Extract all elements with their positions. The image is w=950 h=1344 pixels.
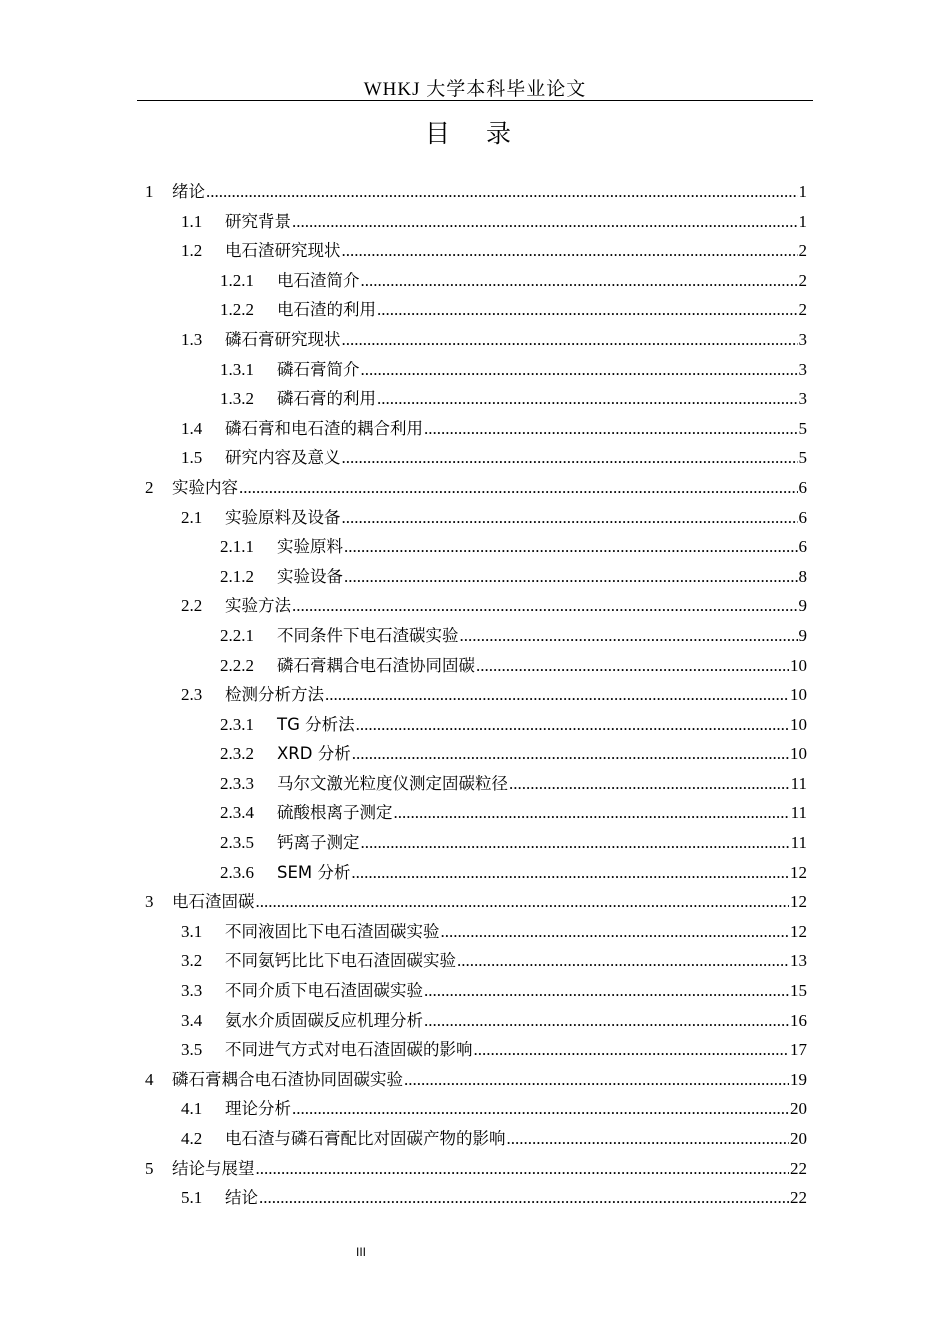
toc-entry-page: 12 [790, 921, 807, 941]
toc-entry-number: 3.5 [181, 1040, 203, 1060]
toc-entry[interactable] [137, 1154, 807, 1184]
toc-entry-title: 电石渣简介 [277, 270, 360, 290]
toc-entry-title: 磷石膏研究现状 [225, 329, 341, 349]
toc-entry[interactable] [137, 503, 807, 533]
toc-entry-page: 10 [790, 655, 807, 675]
toc-entry-page: 16 [790, 1010, 807, 1030]
toc-entry[interactable] [137, 917, 807, 947]
toc-entry-title: 磷石膏和电石渣的耦合利用 [225, 418, 423, 438]
toc-entry-number: 2.1.1 [220, 537, 254, 557]
toc-entry-page: 15 [790, 981, 807, 1001]
dot-leader [292, 1094, 789, 1124]
dot-leader [457, 946, 789, 976]
toc-entry-page: 11 [790, 833, 807, 853]
toc-title: 目 录 [425, 119, 525, 148]
toc-entry-title: 检测分析方法 [225, 685, 324, 705]
table-of-contents [137, 177, 807, 1213]
dot-leader [256, 887, 790, 917]
toc-entry-number: 3.2 [181, 951, 203, 971]
toc-entry[interactable] [137, 946, 807, 976]
dot-leader [377, 295, 798, 325]
toc-entry-title: 硫酸根离子测定 [277, 803, 393, 823]
dot-leader [342, 325, 798, 355]
toc-entry-number: 1.2.2 [220, 300, 254, 320]
toc-entry-page: 20 [790, 1129, 807, 1148]
toc-entry-number: 2.3.2 [220, 744, 254, 764]
toc-entry-title: 理论分析 [225, 1099, 291, 1119]
dot-leader [259, 1183, 789, 1213]
toc-entry-title: 磷石膏的利用 [277, 389, 376, 409]
dot-leader [361, 828, 790, 858]
dot-leader [352, 739, 789, 769]
toc-entry-page: 8 [798, 566, 807, 586]
toc-entry-title: 不同氨钙比比下电石渣固碳实验 [225, 951, 456, 971]
page-number: III [356, 1245, 367, 1259]
toc-entry-number: 2.2 [181, 596, 203, 616]
toc-entry[interactable] [137, 1006, 807, 1036]
toc-entry[interactable] [137, 295, 807, 325]
toc-entry-page: 1 [798, 211, 807, 231]
toc-entry-number: 2.1 [181, 507, 203, 527]
dot-leader [509, 769, 790, 799]
toc-entry-title: 不同进气方式对电石渣固碳的影响 [225, 1040, 473, 1060]
toc-entry-page: 5 [798, 418, 807, 438]
toc-entry[interactable] [137, 1124, 807, 1154]
dot-leader [394, 798, 790, 828]
toc-entry-page: 2 [798, 270, 807, 290]
toc-entry[interactable] [137, 1065, 807, 1095]
toc-entry-number: 3.1 [181, 921, 203, 941]
toc-entry-title: XRD 分析 [277, 744, 351, 764]
toc-entry-title: 实验设备 [277, 566, 343, 586]
toc-entry[interactable] [137, 680, 807, 710]
toc-entry-page: 5 [798, 448, 807, 468]
page-header: WHKJ 大学本科毕业论文 [363, 79, 587, 100]
toc-entry[interactable] [137, 591, 807, 621]
toc-entry-number: 4.2 [181, 1129, 203, 1148]
header-rule [137, 100, 813, 101]
toc-entry[interactable] [137, 266, 807, 296]
toc-entry[interactable] [137, 651, 807, 681]
toc-entry-number: 1.5 [181, 448, 203, 468]
toc-entry[interactable] [137, 858, 807, 888]
toc-entry-page: 20 [790, 1099, 807, 1119]
toc-entry-number: 1.3.2 [220, 389, 254, 409]
toc-entry-title: SEM 分析 [277, 862, 351, 882]
toc-entry-page: 6 [798, 537, 807, 557]
toc-entry-page: 6 [798, 477, 807, 497]
toc-entry-page: 11 [790, 773, 807, 793]
toc-entry-number: 1.2 [181, 241, 203, 261]
toc-entry-number: 1.3.1 [220, 359, 254, 379]
toc-entry-page: 9 [798, 596, 807, 616]
dot-leader [239, 473, 798, 503]
toc-entry-number: 4 [145, 1069, 154, 1089]
toc-entry[interactable] [137, 236, 807, 266]
toc-entry-title: 实验内容 [172, 477, 238, 497]
toc-entry-title: 实验原料及设备 [225, 507, 341, 527]
toc-entry[interactable] [137, 1183, 807, 1213]
toc-entry-number: 2 [145, 477, 154, 497]
toc-entry[interactable] [137, 325, 807, 355]
toc-entry-page: 3 [798, 389, 807, 409]
toc-entry-number: 2.3.5 [220, 833, 254, 853]
toc-entry-page: 1 [798, 182, 807, 201]
dot-leader [507, 1124, 790, 1154]
toc-entry-title: 结论与展望 [172, 1158, 255, 1178]
dot-leader [206, 177, 798, 207]
toc-entry-number: 5.1 [181, 1188, 203, 1208]
toc-entry[interactable] [137, 532, 807, 562]
toc-entry-title: 实验方法 [225, 596, 291, 616]
toc-entry-title: 磷石膏耦合电石渣协同固碳实验 [172, 1069, 403, 1089]
dot-leader [474, 1035, 790, 1065]
dot-leader [361, 355, 798, 385]
toc-entry-title: 结论 [225, 1188, 258, 1208]
dot-leader [344, 532, 798, 562]
dot-leader [356, 710, 789, 740]
toc-entry-number: 2.3 [181, 685, 203, 705]
toc-entry[interactable] [137, 621, 807, 651]
dot-leader [342, 443, 798, 473]
toc-entry-page: 19 [790, 1069, 807, 1089]
toc-entry-page: 10 [790, 744, 807, 764]
toc-entry-page: 22 [790, 1158, 807, 1178]
toc-entry-title: 电石渣与磷石膏配比对固碳产物的影响 [225, 1129, 506, 1148]
toc-entry-number: 2.2.2 [220, 655, 254, 675]
dot-leader [377, 384, 798, 414]
toc-entry-number: 1 [145, 182, 154, 201]
toc-entry-title: 不同条件下电石渣碳实验 [277, 625, 459, 645]
toc-entry[interactable] [137, 1094, 807, 1124]
toc-entry-page: 17 [790, 1040, 807, 1060]
toc-entry-number: 2.2.1 [220, 625, 254, 645]
toc-entry-number: 4.1 [181, 1099, 203, 1119]
toc-entry[interactable] [137, 798, 807, 828]
toc-entry-title: 研究背景 [225, 211, 291, 231]
toc-entry-number: 5 [145, 1158, 154, 1178]
dot-leader [424, 976, 789, 1006]
toc-entry-number: 1.4 [181, 418, 203, 438]
toc-entry-title: 不同介质下电石渣固碳实验 [225, 981, 423, 1001]
toc-entry-page: 22 [790, 1188, 807, 1208]
toc-entry[interactable] [137, 976, 807, 1006]
dot-leader [325, 680, 789, 710]
toc-entry-title: 钙离子测定 [277, 833, 360, 853]
toc-entry[interactable] [137, 473, 807, 503]
toc-entry[interactable] [137, 177, 807, 207]
toc-entry[interactable] [137, 769, 807, 799]
toc-entry-number: 2.3.3 [220, 773, 254, 793]
toc-entry-page: 13 [790, 951, 807, 971]
dot-leader [351, 858, 789, 888]
toc-entry-page: 11 [790, 803, 807, 823]
dot-leader [460, 621, 798, 651]
toc-entry-page: 6 [798, 507, 807, 527]
toc-entry-number: 2.3.4 [220, 803, 254, 823]
toc-entry-page: 10 [790, 685, 807, 705]
toc-entry-title: 氨水介质固碳反应机理分析 [225, 1010, 423, 1030]
toc-entry[interactable] [137, 1035, 807, 1065]
toc-entry-title: 电石渣固碳 [172, 892, 255, 912]
dot-leader [404, 1065, 789, 1095]
toc-entry[interactable] [137, 887, 807, 917]
toc-entry-page: 9 [798, 625, 807, 645]
toc-entry-number: 2.1.2 [220, 566, 254, 586]
toc-entry[interactable] [137, 384, 807, 414]
toc-entry-title: 研究内容及意义 [225, 448, 341, 468]
dot-leader [342, 503, 798, 533]
toc-entry-title: 不同液固比下电石渣固碳实验 [225, 921, 440, 941]
toc-entry[interactable] [137, 710, 807, 740]
toc-entry-number: 3 [145, 892, 154, 912]
toc-entry-number: 3.3 [181, 981, 203, 1001]
toc-entry[interactable] [137, 207, 807, 237]
toc-entry-page: 12 [790, 862, 807, 882]
dot-leader [424, 414, 798, 444]
toc-entry-page: 2 [798, 241, 807, 261]
toc-entry-number: 2.3.1 [220, 714, 254, 734]
dot-leader [424, 1006, 789, 1036]
toc-entry[interactable] [137, 828, 807, 858]
toc-entry-number: 3.4 [181, 1010, 203, 1030]
toc-entry-title: 磷石膏简介 [277, 359, 360, 379]
toc-entry-title: 电石渣研究现状 [225, 241, 341, 261]
dot-leader [256, 1154, 790, 1184]
dot-leader [344, 562, 798, 592]
toc-entry-page: 3 [798, 329, 807, 349]
dot-leader [292, 207, 798, 237]
toc-entry-title: 实验原料 [277, 537, 343, 557]
toc-entry[interactable] [137, 443, 807, 473]
toc-entry-page: 12 [790, 892, 807, 912]
toc-entry-title: 磷石膏耦合电石渣协同固碳 [277, 655, 475, 675]
toc-entry-title: 电石渣的利用 [277, 300, 376, 320]
toc-entry-number: 1.2.1 [220, 270, 254, 290]
toc-entry[interactable] [137, 562, 807, 592]
toc-entry[interactable] [137, 414, 807, 444]
toc-entry[interactable] [137, 739, 807, 769]
toc-entry-number: 1.3 [181, 329, 203, 349]
toc-entry-title: TG 分析法 [277, 714, 355, 734]
toc-entry-page: 2 [798, 300, 807, 320]
toc-entry-number: 1.1 [181, 211, 203, 231]
toc-entry-page: 3 [798, 359, 807, 379]
dot-leader [441, 917, 790, 947]
toc-entry[interactable] [137, 355, 807, 385]
toc-entry-page: 10 [790, 714, 807, 734]
dot-leader [476, 651, 789, 681]
dot-leader [361, 266, 798, 296]
toc-entry-number: 2.3.6 [220, 862, 254, 882]
toc-entry-title: 马尔文激光粒度仪测定固碳粒径 [277, 773, 508, 793]
dot-leader [292, 591, 798, 621]
toc-entry-title: 绪论 [172, 182, 205, 201]
dot-leader [342, 236, 798, 266]
